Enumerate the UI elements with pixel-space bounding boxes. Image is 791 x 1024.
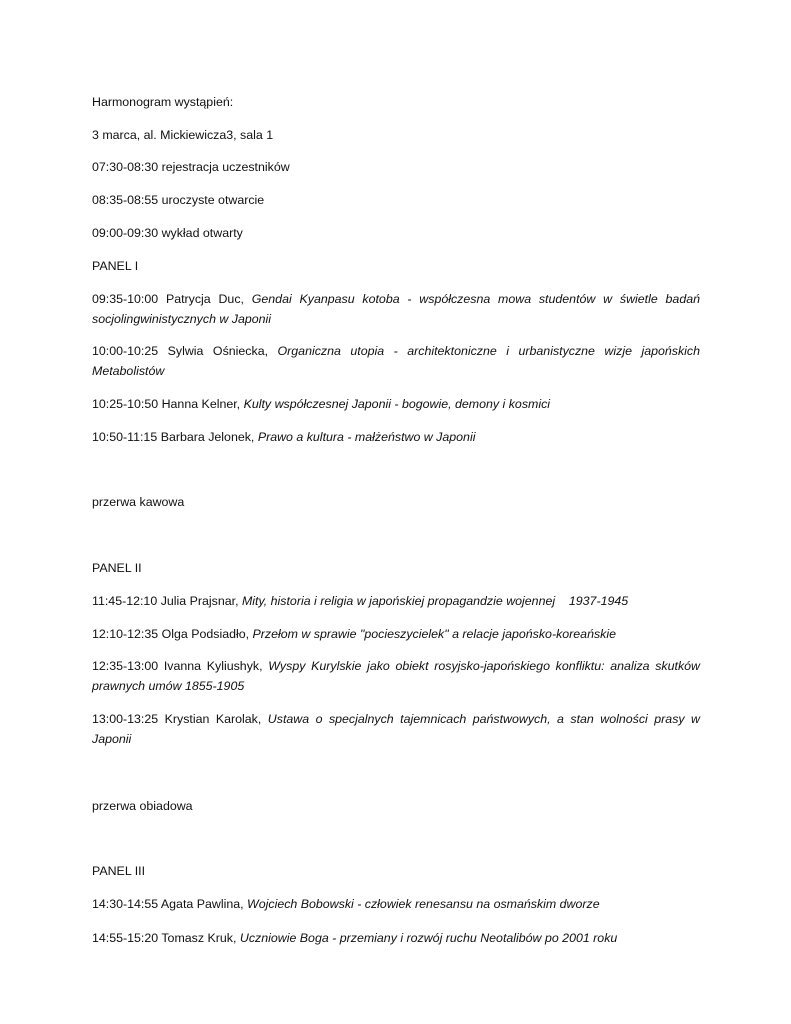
talk-speaker: Patrycja Duc, bbox=[165, 292, 244, 306]
talk-item bbox=[92, 894, 700, 914]
schedule-time: 07:30-08:30 bbox=[92, 160, 159, 174]
talk-item bbox=[92, 289, 700, 329]
talk-speaker: Sylwia Ośniecka, bbox=[167, 344, 269, 358]
lunch-break: przerwa obiadowa bbox=[92, 799, 193, 813]
event-location: 3 marca, al. Mickiewicza3, sala 1 bbox=[92, 128, 274, 142]
talk-speaker: Barbara Jelonek, bbox=[160, 430, 255, 444]
talk-speaker: Hanna Kelner, bbox=[161, 397, 241, 411]
talk-item bbox=[92, 427, 700, 447]
talk-title: Wojciech Bobowski - człowiek renesansu na osmańskim dworze bbox=[247, 897, 600, 911]
schedule-item bbox=[92, 223, 700, 243]
talk-time: 14:30-14:55 bbox=[92, 897, 159, 911]
talk-time: 10:50-11:15 bbox=[92, 430, 158, 444]
talk-title: Organiczna utopia - architektoniczne i urbanistyczne wizje japońskich Metabolistów bbox=[92, 344, 701, 378]
schedule-item bbox=[92, 157, 700, 177]
talk-time: 10:25-10:50 bbox=[92, 397, 159, 411]
talk-time: 11:45-12:10 bbox=[92, 594, 158, 608]
talk-item bbox=[92, 394, 700, 414]
talk-speaker: Olga Podsiadło, bbox=[161, 627, 250, 641]
talk-item bbox=[92, 624, 700, 644]
talk-time: 12:35-13:00 bbox=[92, 659, 159, 673]
talk-item bbox=[92, 709, 700, 749]
talk-time: 13:00-13:25 bbox=[92, 712, 159, 726]
talk-time: 10:00-10:25 bbox=[92, 344, 159, 358]
coffee-break: przerwa kawowa bbox=[92, 495, 185, 509]
talk-item bbox=[92, 591, 700, 611]
talk-time: 12:10-12:35 bbox=[92, 627, 159, 641]
talk-speaker: Ivanna Kyliushyk, bbox=[163, 659, 263, 673]
talk-time: 14:55-15:20 bbox=[92, 931, 159, 945]
talk-item bbox=[92, 656, 700, 696]
talk-title: Przełom w sprawie "pocieszycielek" a relacje japońsko-koreańskie bbox=[252, 627, 616, 641]
panel-title: PANEL III bbox=[92, 864, 146, 878]
talk-title: Kulty współczesnej Japonii - bogowie, demony i kosmici bbox=[243, 397, 551, 411]
talk-time: 09:35-10:00 bbox=[92, 292, 159, 306]
talk-speaker: Krystian Karolak, bbox=[164, 712, 262, 726]
schedule-heading: Harmonogram wystąpień: bbox=[92, 95, 234, 109]
talk-speaker: Tomasz Kruk, bbox=[161, 931, 237, 945]
talk-title: Wyspy Kurylskie jako obiekt rosyjsko-japońskiego konfliktu: analiza skutków prawnych umów 1855-1905 bbox=[92, 659, 700, 693]
talk-title: Uczniowie Boga - przemiany i rozwój ruchu Neotalibów po 2001 roku bbox=[239, 931, 618, 945]
talk-item bbox=[92, 341, 700, 381]
schedule-text: rejestracja uczestników bbox=[161, 160, 290, 174]
panel-title: PANEL I bbox=[92, 259, 139, 273]
schedule-item bbox=[92, 190, 700, 210]
schedule-text: wykład otwarty bbox=[161, 226, 243, 240]
schedule-text: uroczyste otwarcie bbox=[161, 193, 265, 207]
talk-item bbox=[92, 928, 700, 948]
talk-speaker: Julia Prajsnar, bbox=[160, 594, 239, 608]
talk-title: Gendai Kyanpasu kotoba - współczesna mowa studentów w świetle badań socjolingwinistycznych w Japonii bbox=[92, 292, 700, 326]
talk-title: Prawo a kultura - małżeństwo w Japonii bbox=[257, 430, 476, 444]
talk-speaker: Agata Pawlina, bbox=[160, 897, 244, 911]
panel-title: PANEL II bbox=[92, 561, 142, 575]
talk-title: Mity, historia i religia w japońskiej propagandzie wojennej 1937-1945 bbox=[241, 594, 629, 608]
schedule-time: 09:00-09:30 bbox=[92, 226, 159, 240]
talk-title: Ustawa o specjalnych tajemnicach państwowych, a stan wolności prasy w Japonii bbox=[92, 712, 701, 746]
schedule-time: 08:35-08:55 bbox=[92, 193, 159, 207]
